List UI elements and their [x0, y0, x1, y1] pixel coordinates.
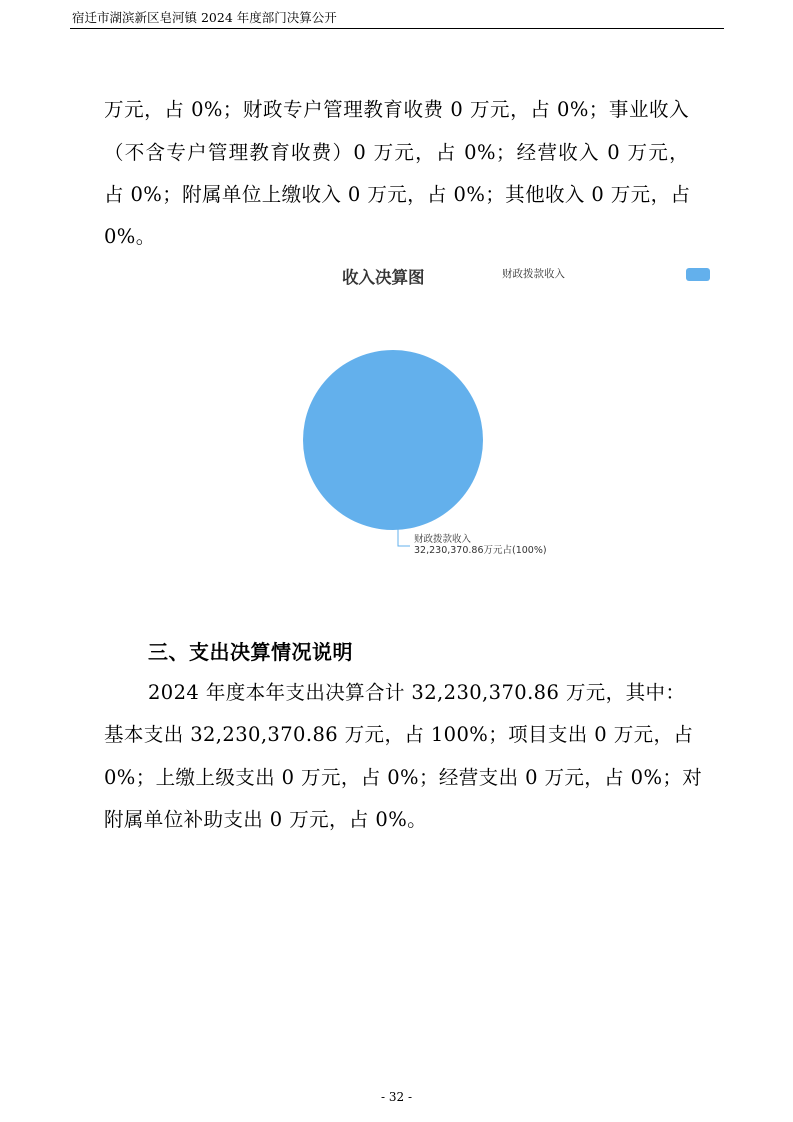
paragraph-line: 2024 年度本年支出决算合计 32,230,370.86 万元，其中：: [148, 681, 686, 704]
slice-label-leader-line: [398, 528, 410, 546]
slice-label-value: 32,230,370.86万元占(100%): [414, 545, 547, 556]
pie-chart-canvas: [0, 250, 793, 580]
slice-label-name: 财政拨款收入: [414, 534, 472, 545]
paragraph-line: 万元，占 0%；财政专户管理教育收费 0 万元，占 0%；事业收入: [104, 98, 689, 121]
legend-label: 财政拨款收入: [502, 268, 565, 280]
section-heading: 三、支出决算情况说明: [148, 640, 353, 664]
legend-swatch: [686, 268, 710, 281]
document-header: 宿迁市湖滨新区皂河镇 2024 年度部门决算公开: [72, 10, 337, 25]
header-divider: [70, 28, 724, 29]
paragraph-line: （不含专户管理教育收费）0 万元，占 0%；经营收入 0 万元，: [104, 141, 689, 164]
page-number: - 32 -: [380, 1090, 412, 1104]
chart-title: 收入决算图: [342, 268, 425, 287]
paragraph-line: 占 0%；附属单位上缴收入 0 万元，占 0%；其他收入 0 万元，占: [104, 183, 691, 206]
paragraph-line: 0%。: [104, 225, 156, 248]
paragraph-line: 附属单位补助支出 0 万元，占 0%。: [104, 808, 428, 831]
paragraph-line: 0%；上缴上级支出 0 万元，占 0%；经营支出 0 万元，占 0%；对: [104, 766, 703, 789]
paragraph-line: 基本支出 32,230,370.86 万元，占 100%；项目支出 0 万元，占: [104, 723, 694, 746]
pie-slice[interactable]: [303, 350, 483, 530]
income-pie-chart: [0, 250, 793, 580]
